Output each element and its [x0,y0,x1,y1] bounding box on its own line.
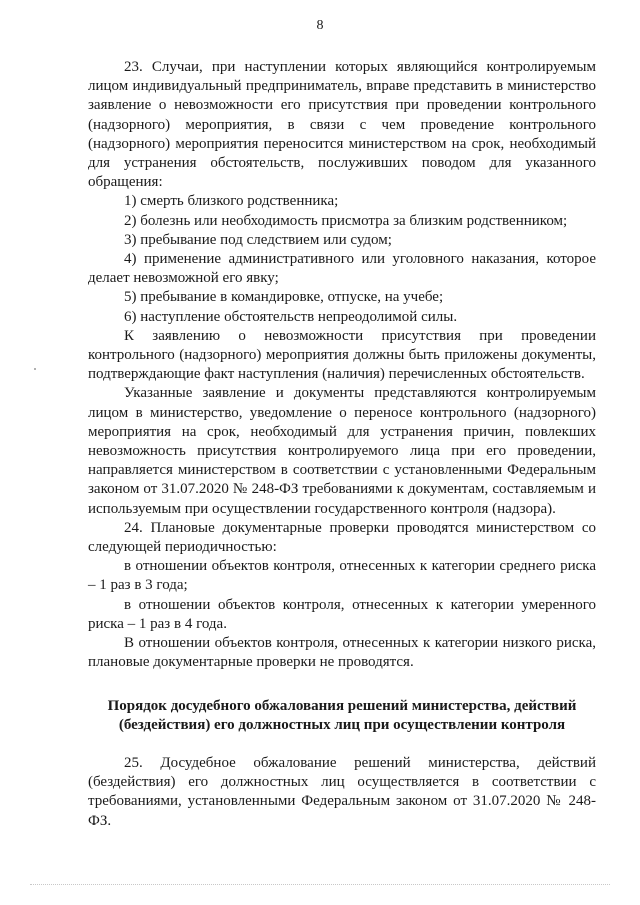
periodicity-moderate-risk: в отношении объектов контроля, отнесенных к категории умеренного риска – 1 раз в 4 года. [88,596,596,632]
page-number: 8 [316,18,324,33]
paragraph-25: 25. Досудебное обжалование решений министерства, действий (бездействия) его должностных лиц осуществляется в соответствии с требованиями, установленными Федеральным законом от 31.07.2020 № 248-ФЗ. [88,754,596,829]
list-item-6: 6) наступление обстоятельств непреодолимой силы. [124,308,458,325]
list-item-1: 1) смерть близкого родственника; [124,193,339,210]
periodicity-low-risk: В отношении объектов контроля, отнесенных к категории низкого риска, плановые документарные проверки не проводятся. [88,635,596,671]
periodicity-medium-risk: в отношении объектов контроля, отнесенных к категории среднего риска – 1 раз в 3 года; [88,558,596,594]
list-item-2: 2) болезнь или необходимость присмотра за близким родственником; [124,212,568,229]
paragraph-23: 23. Случаи, при наступлении которых являющийся контролируемым лицом индивидуальный предприниматель, вправе представить в министерство заявление о невозможности его присутствия при проведении контрольного (надзорного) мероприятия, в связи с чем проведение контрольного (надзорного) мероприятия переносится министерством на срок, необходимый для устранения обстоятельств, послуживших поводом для указанного обращения: [88,59,596,191]
list-item-5: 5) пребывание в командировке, отпуске, на учебе; [124,289,444,306]
document-body [88,58,596,831]
paragraph-submission: Указанные заявление и документы представляются контролируемым лицом в министерство, уведомление о переносе контрольного (надзорного) мероприятия на срок, необходимый для устранения причин, повлекших невозможность присутствия контролируемого лица при его проведении, направляется министерством в соответствии с установленными Федеральным законом от 31.07.2020 № 248-ФЗ требованиями к документам, составляемым и используемым при осуществлении государственного контроля (надзора). [88,385,596,517]
margin-mark [34,368,36,370]
list-item-3: 3) пребывание под следствием или судом; [124,231,392,248]
paragraph-attachments: К заявлению о невозможности присутствия при проведении контрольного (надзорного) мероприятия должны быть приложены документы, подтверждающие факт наступления (наличия) перечисленных обстоятельств. [88,327,596,383]
paragraph-24: 24. Плановые документарные проверки проводятся министерством со следующей периодичностью: [88,519,596,556]
scan-artifact-line [30,884,610,887]
section-title: Порядок досудебного обжалования решений министерства, действий (бездействия) его должностных лиц при осуществлении контроля [107,697,577,733]
list-item-4: 4) применение административного или уголовного наказания, которое делает невозможной его явку; [88,251,596,287]
